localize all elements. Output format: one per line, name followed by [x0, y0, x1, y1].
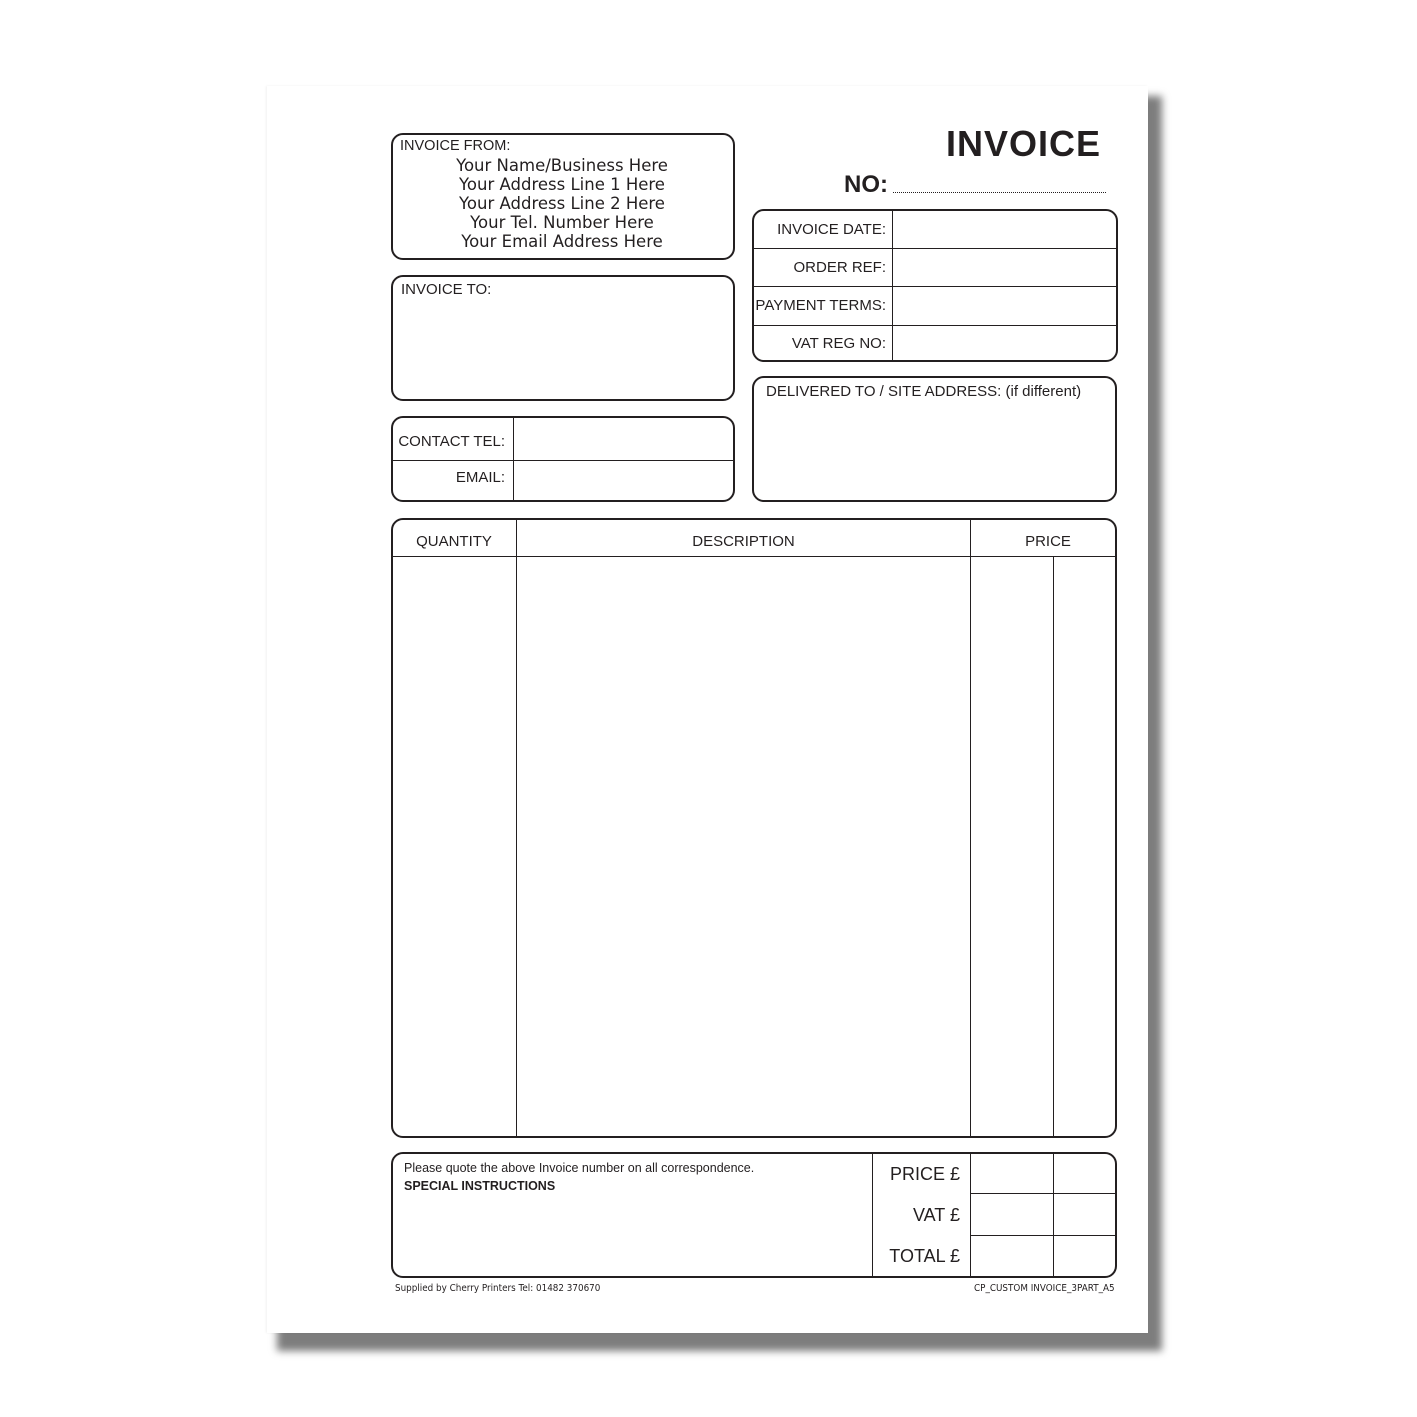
price-pence-column-area[interactable] [1055, 559, 1114, 1135]
total-price-label: PRICE £ [889, 1164, 960, 1184]
invoice-from-address [392, 156, 732, 251]
from-name: Your Name/Business Here [456, 156, 668, 175]
quantity-column-divider [516, 519, 517, 1137]
column-header-price: PRICE [1025, 533, 1071, 550]
price-pounds-column-area[interactable] [972, 559, 1052, 1135]
from-email: Your Email Address Here [461, 232, 663, 251]
invoice-number-notice: Please quote the above Invoice number on all correspondence. [404, 1161, 755, 1175]
contact-tel-label: CONTACT TEL: [398, 433, 505, 450]
totals-pounds-divider [970, 1153, 971, 1277]
price-pence-field[interactable] [1055, 1155, 1114, 1192]
payment-terms-label: PAYMENT TERMS: [755, 297, 886, 314]
total-pence-field[interactable] [1055, 1237, 1114, 1275]
details-row-divider [753, 325, 1117, 326]
description-column-area[interactable] [518, 559, 969, 1135]
details-row-divider [753, 286, 1117, 287]
form-code-footer: CP_CUSTOM INVOICE_3PART_A5 [974, 1283, 1115, 1294]
order-ref-label: ORDER REF: [793, 259, 886, 276]
invoice-date-label: INVOICE DATE: [777, 221, 886, 238]
supplier-footer: Supplied by Cherry Printers Tel: 01482 370670 [395, 1283, 601, 1294]
grand-total-label: TOTAL £ [889, 1246, 960, 1266]
payment-terms-field[interactable] [894, 288, 1115, 324]
invoice-to-label: INVOICE TO: [401, 281, 492, 298]
invoice-number-label: NO: [844, 171, 888, 198]
totals-pence-divider [1053, 1153, 1054, 1277]
delivery-address-label: DELIVERED TO / SITE ADDRESS: (if different) [766, 383, 1082, 400]
contact-tel-field[interactable] [515, 419, 732, 459]
vat-reg-no-field[interactable] [894, 327, 1115, 360]
details-row-divider [753, 248, 1117, 249]
invoice-number-field[interactable] [893, 192, 1106, 193]
totals-row-divider [971, 1235, 1116, 1236]
from-address-2: Your Address Line 2 Here [459, 194, 665, 213]
special-instructions-label: SPECIAL INSTRUCTIONS [404, 1179, 556, 1193]
column-header-description: DESCRIPTION [692, 533, 795, 550]
totals-row-divider [971, 1193, 1116, 1194]
total-pounds-field[interactable] [972, 1237, 1052, 1275]
special-instructions-field[interactable] [394, 1198, 870, 1275]
column-header-quantity: QUANTITY [416, 533, 492, 550]
price-pounds-field[interactable] [972, 1155, 1052, 1192]
table-header-divider [392, 556, 1116, 557]
order-ref-field[interactable] [894, 250, 1115, 285]
contact-divider [513, 417, 514, 501]
price-pence-divider [1053, 557, 1054, 1137]
from-address-1: Your Address Line 1 Here [459, 175, 665, 194]
vat-pounds-field[interactable] [972, 1195, 1052, 1234]
invoice-title: INVOICE [946, 123, 1102, 164]
total-vat-label: VAT £ [912, 1205, 960, 1225]
quantity-column-area[interactable] [394, 559, 515, 1135]
vat-reg-no-label: VAT REG NO: [791, 335, 886, 352]
from-tel: Your Tel. Number Here [470, 213, 654, 232]
email-label: EMAIL: [455, 469, 505, 486]
email-field[interactable] [515, 462, 732, 499]
contact-row-divider [392, 460, 734, 461]
invoice-from-label: INVOICE FROM: [400, 138, 511, 154]
invoice-date-field[interactable] [894, 211, 1115, 247]
description-column-divider [970, 519, 971, 1137]
vat-pence-field[interactable] [1055, 1195, 1114, 1234]
